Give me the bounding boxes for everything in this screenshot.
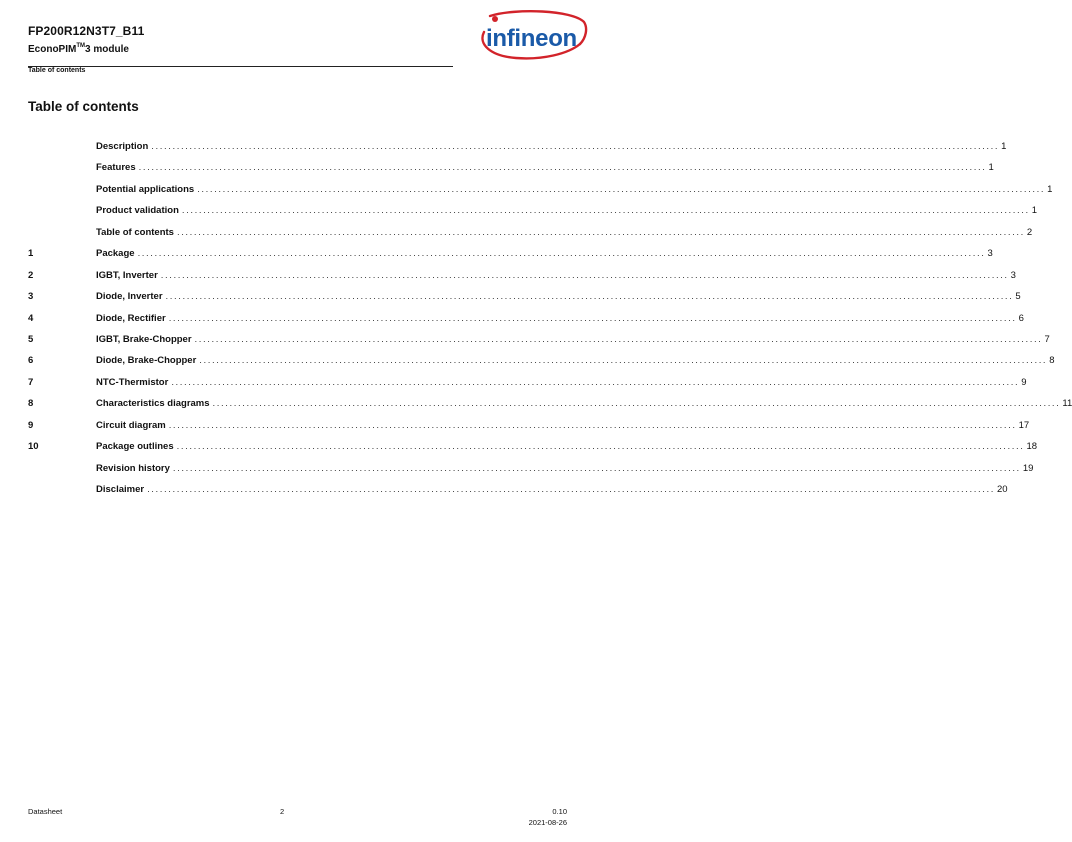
toc-entry[interactable] [28,137,1007,158]
toc-entry-page[interactable]: 9 [1021,376,1027,388]
toc-entry-page[interactable]: 8 [1049,355,1055,367]
toc-dot-leader: ........................................................................................................................................................................................................ [172,462,1021,474]
toc-entry-page[interactable]: 5 [1015,291,1021,303]
toc-entry-title[interactable]: Description [96,141,149,152]
toc-entry-line [96,373,1027,393]
toc-dot-leader: ........................................................................................................................................................................................................ [197,183,1046,195]
toc-entry-line [96,137,1007,157]
toc-dot-leader: ........................................................................................................................................................................................................ [194,333,1043,345]
toc-dot-leader: ........................................................................................................................................................................................................ [199,355,1048,367]
toc-entry-line [96,459,1034,479]
footer-revision: 0.10 [552,807,567,816]
toc-entry-title[interactable]: Disclaimer [96,484,145,495]
toc-dot-leader: ........................................................................................................................................................................................................ [212,398,1061,410]
toc-dot-leader: ........................................................................................................................................................................................................ [147,484,995,495]
toc-entry-title[interactable]: Package [96,248,135,260]
toc-entry-page[interactable]: 6 [1018,312,1024,324]
toc-entry-line [96,480,1008,500]
toc-entry-line [96,180,1053,200]
toc-entry[interactable] [28,244,993,265]
logo-wordmark: infineon [486,25,577,52]
trademark-mark: TM [76,43,86,49]
toc-entry-title[interactable]: Package outlines [96,441,174,453]
footer-date: 2021-08-26 [528,817,567,827]
toc-dot-leader: ........................................................................................................................................................................................................ [165,291,1014,303]
toc-entry-title[interactable]: Revision history [96,462,170,474]
toc-entry-line [96,351,1055,371]
toc-dot-leader: ........................................................................................................................................................................................................ [168,312,1017,324]
toc-entry-title[interactable]: IGBT, Brake-Chopper [96,333,192,345]
toc-dot-leader: ........................................................................................................................................................................................................ [171,376,1020,388]
toc-entry-title[interactable]: Features [96,162,136,174]
infineon-logo [476,10,588,62]
toc-dot-leader: ........................................................................................................................................................................................................ [168,419,1017,431]
toc-entry-page[interactable]: 3 [1010,269,1016,281]
toc-entry[interactable] [28,330,1050,351]
toc-dot-leader: ........................................................................................................................................................................................................ [181,205,1030,217]
toc-entry-line [96,416,1030,436]
header-divider [28,66,453,67]
toc-entry-page[interactable]: 1 [1001,141,1007,152]
toc-entry-number: 10 [28,441,39,453]
toc-entry-line [96,330,1050,350]
toc-entry-page[interactable]: 1 [1047,183,1053,195]
toc-entry[interactable] [28,223,1033,244]
toc-entry-page[interactable]: 11 [1062,398,1072,410]
toc-entry-line [96,201,1038,221]
toc-entry-page[interactable]: 1 [988,162,994,174]
toc-entry-title[interactable]: NTC-Thermistor [96,376,169,388]
toc-entry[interactable] [28,480,1008,501]
toc-entry-line [96,223,1033,243]
toc-dot-leader: ........................................................................................................................................................................................................ [176,441,1025,453]
toc-entry-line [96,309,1024,329]
toc-entry-title[interactable]: Table of contents [96,226,174,238]
toc-entry-line [96,244,993,264]
toc-entry-page[interactable]: 18 [1026,441,1038,453]
toc-heading: Table of contents [28,99,139,114]
toc-entry-number: 2 [28,269,34,281]
toc-entry-title[interactable]: Diode, Rectifier [96,312,166,324]
toc-entry-page[interactable]: 2 [1026,226,1033,238]
toc-entry-number: 4 [28,312,34,324]
toc-dot-leader: ........................................................................................................................................................................................................ [151,141,1000,152]
page-header [28,24,453,57]
toc-entry-page[interactable]: 7 [1044,333,1050,345]
toc-entry-line [96,158,994,178]
toc-entry-number: 5 [28,333,34,345]
toc-entry[interactable] [28,287,1021,308]
toc-entry-title[interactable]: Characteristics diagrams [96,398,210,410]
toc-entry-title[interactable]: Diode, Inverter [96,291,163,303]
toc-entry[interactable] [28,394,1072,415]
toc-entry-page[interactable]: 19 [1022,462,1034,474]
toc-entry-title[interactable]: Circuit diagram [96,419,166,431]
toc-entry-page[interactable]: 20 [996,484,1008,495]
module-name: EconoPIM [28,44,77,55]
toc-entry[interactable] [28,201,1038,222]
toc-entry-title[interactable]: Product validation [96,205,179,217]
toc-entry-page[interactable]: 17 [1018,419,1030,431]
toc-entry-number: 7 [28,376,34,388]
toc-list [28,137,1072,501]
toc-entry[interactable] [28,351,1055,372]
toc-entry-line [96,287,1021,307]
toc-entry[interactable] [28,373,1027,394]
toc-entry-number: 1 [28,248,34,260]
toc-entry-line [96,266,1016,286]
module-suffix: 3 module [85,44,129,55]
toc-dot-leader: ........................................................................................................................................................................................................ [137,248,986,260]
toc-entry-title[interactable]: Diode, Brake-Chopper [96,355,197,367]
toc-entry[interactable] [28,459,1034,480]
footer-revision-block [529,807,567,828]
footer-page-number: 2 [280,807,285,816]
toc-entry-line [96,437,1038,457]
toc-entry[interactable] [28,266,1016,287]
toc-dot-leader: ........................................................................................................................................................................................................ [160,269,1009,281]
header-section-label: Table of contents [28,67,86,74]
toc-entry-title[interactable]: Potential applications [96,183,195,195]
module-subtitle [28,39,453,57]
logo-dot [492,16,498,22]
toc-entry-number: 6 [28,355,34,367]
toc-entry-number: 8 [28,398,34,410]
toc-entry-line [96,394,1072,414]
toc-entry-number: 3 [28,291,34,303]
toc-entry-title[interactable]: IGBT, Inverter [96,269,158,281]
toc-entry[interactable] [28,309,1024,330]
toc-dot-leader: ........................................................................................................................................................................................................ [176,226,1025,238]
toc-entry[interactable] [28,180,1053,201]
toc-entry-page[interactable]: 3 [987,248,993,260]
toc-entry-page[interactable]: 1 [1031,205,1038,217]
product-title: FP200R12N3T7_B11 [28,24,145,38]
footer-doc-type: Datasheet [28,807,63,816]
toc-entry[interactable] [28,416,1030,437]
toc-entry-number: 9 [28,419,34,431]
toc-entry[interactable] [28,158,994,179]
toc-dot-leader: ........................................................................................................................................................................................................ [138,162,987,174]
toc-entry[interactable] [28,437,1038,458]
